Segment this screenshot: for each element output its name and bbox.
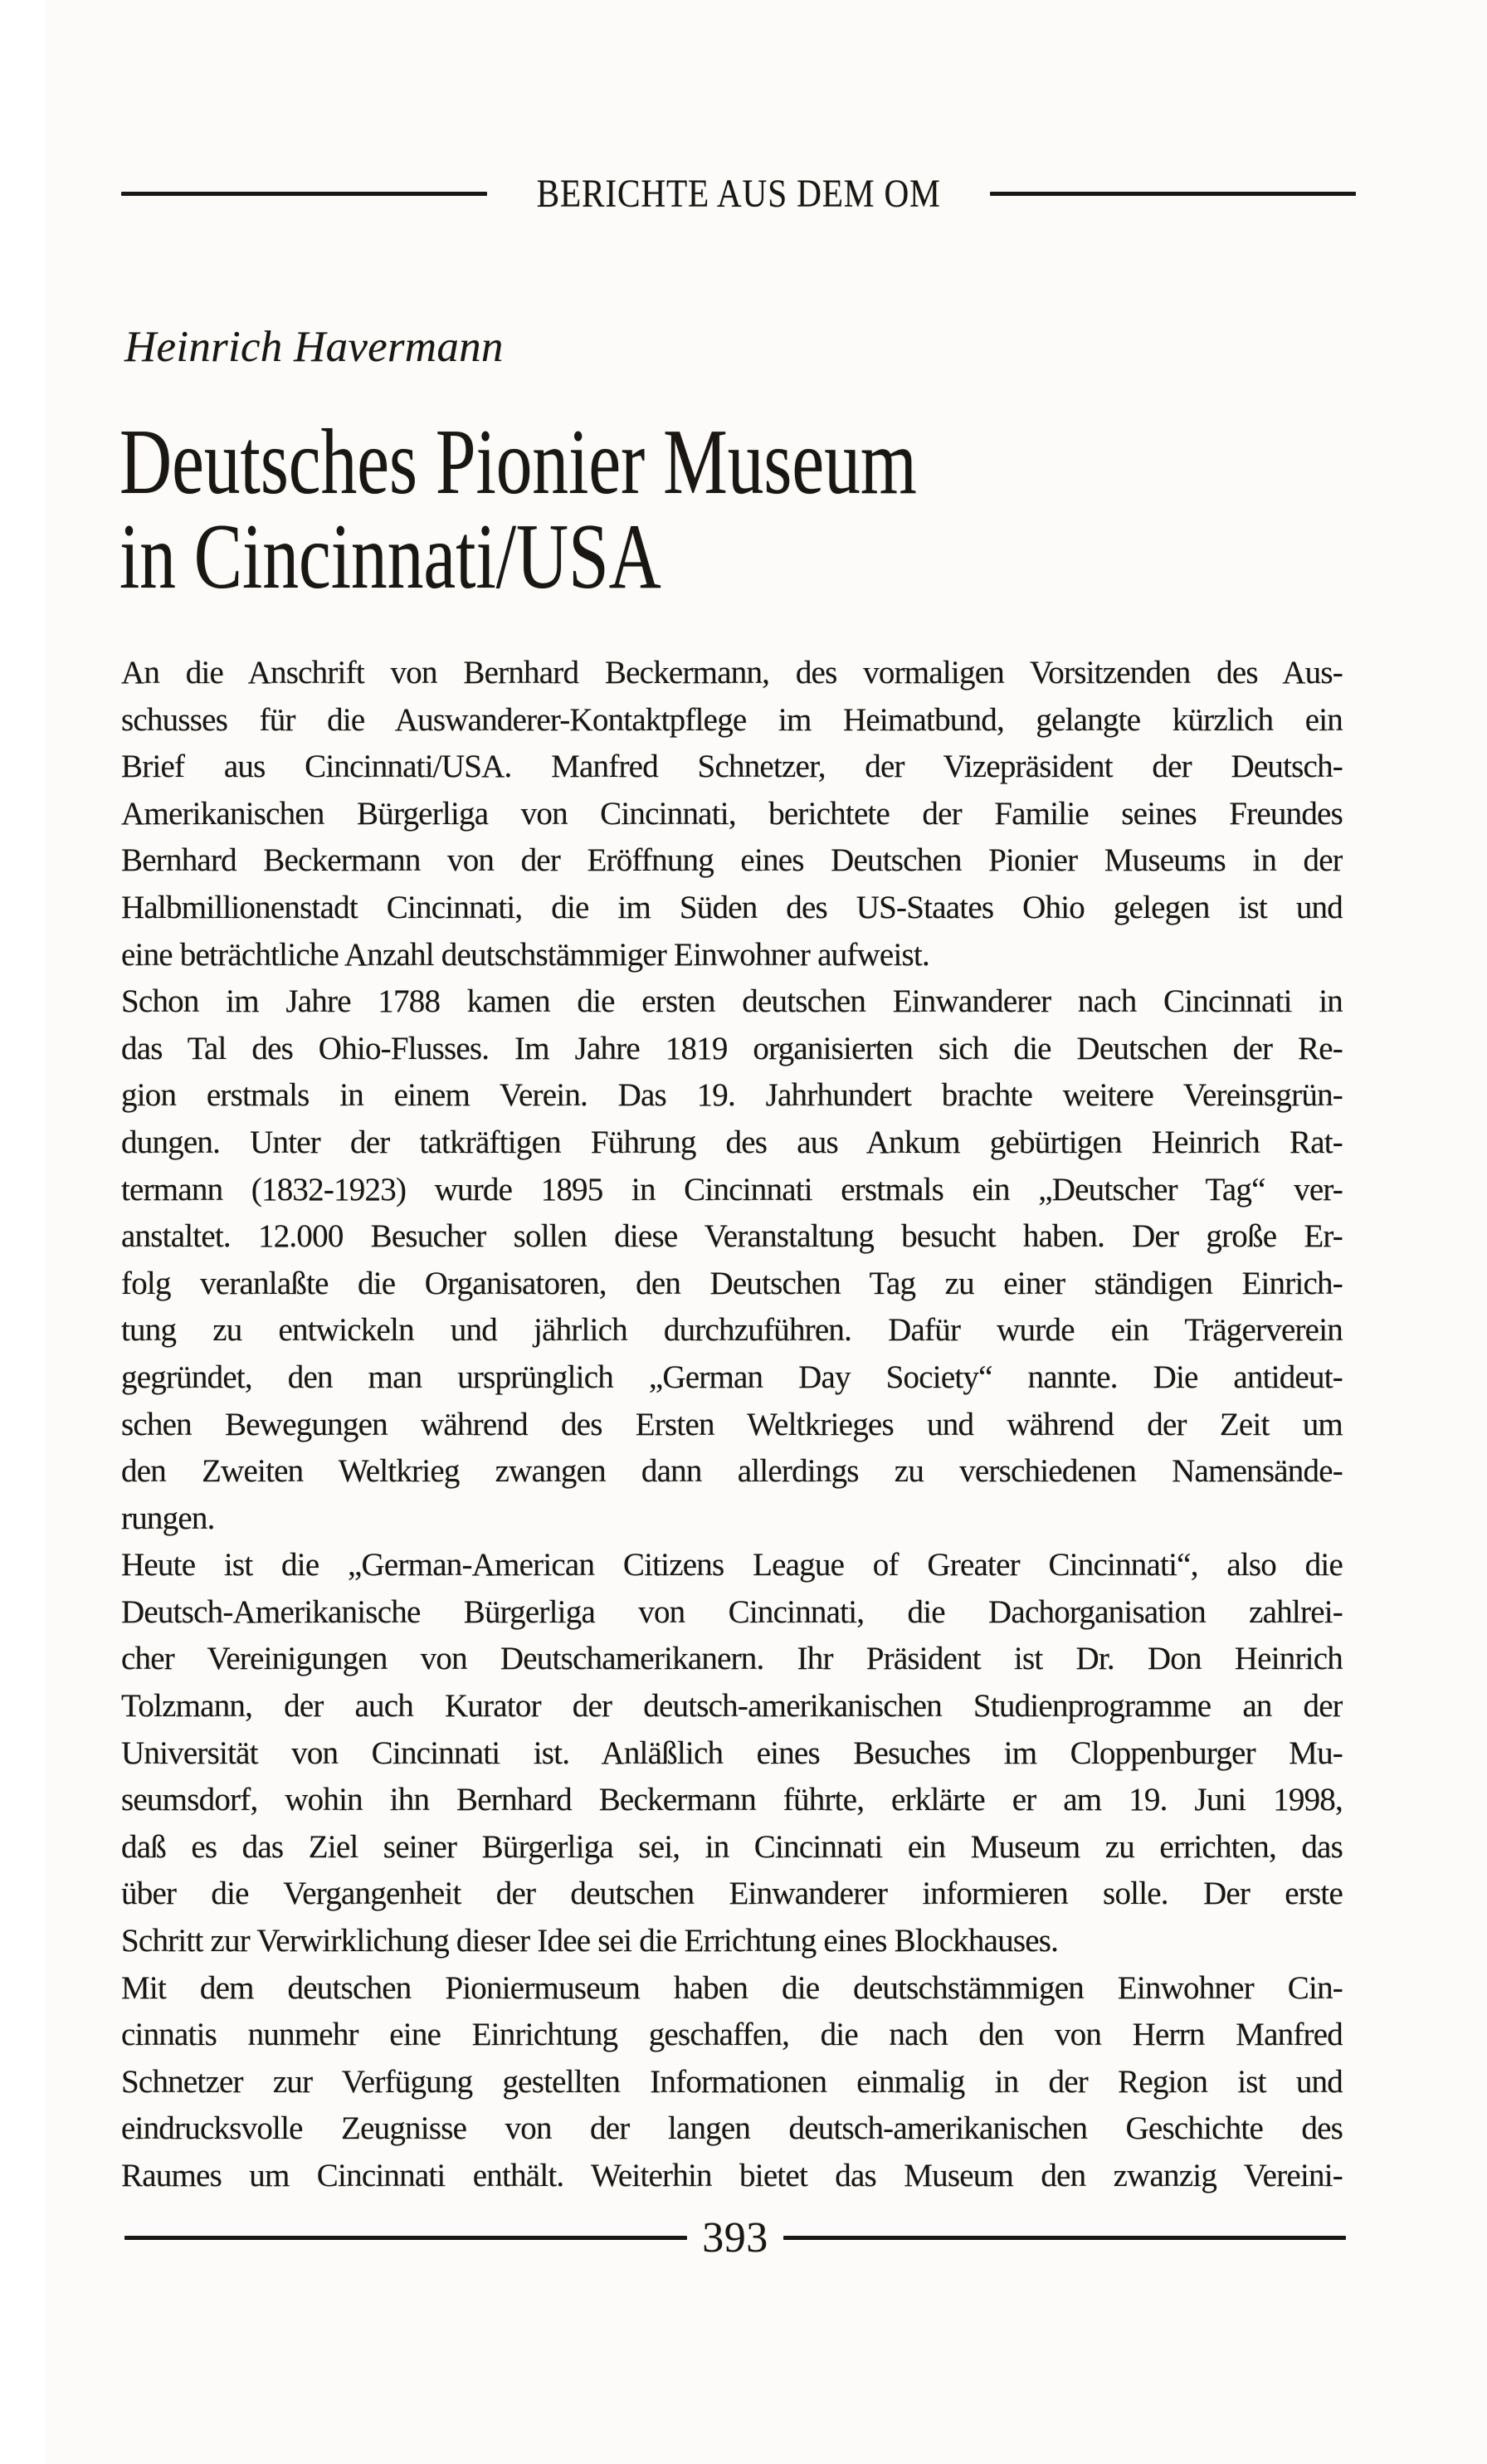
body-line: seumsdorf, wohin ihn Bernhard Beckermann führte, erklärte er am 19. Juni 1998, — [121, 1782, 1343, 1818]
body-line: anstaltet. 12.000 Besucher sollen diese Veranstaltung besucht haben. Der große Er- — [121, 1218, 1343, 1255]
article-body — [121, 650, 1343, 2200]
body-line: Bernhard Beckermann von der Eröffnung eines Deutschen Pionier Museums in der — [121, 842, 1343, 879]
body-line: das Tal des Ohio-Flusses. Im Jahre 1819 organisierten sich die Deutschen der Re- — [121, 1030, 1343, 1066]
body-line: Universität von Cincinnati ist. Anläßlich eines Besuches im Cloppenburger Mu- — [121, 1735, 1343, 1771]
article-title-line-1: Deutsches Pionier Museum — [119, 411, 917, 514]
author-name: Heinrich Havermann — [124, 323, 504, 371]
running-head-label: BERICHTE AUS DEM OM — [536, 171, 941, 216]
body-line: eindrucksvolle Zeugnisse von der langen deutsch-amerikanischen Geschichte des — [121, 2110, 1343, 2147]
body-line: rungen. — [121, 1500, 215, 1536]
body-line: An die Anschrift von Bernhard Beckermann, des vormaligen Vorsitzenden des Aus- — [121, 655, 1343, 690]
body-line: gegründet, den man ursprünglich „German Day Society“ nannte. Die antideut- — [121, 1359, 1343, 1395]
article-title-line-2: in Cincinnati/USA — [119, 505, 661, 608]
body-line: Schritt zur Verwirklichung dieser Idee sei die Errichtung eines Blockhauses. — [121, 1923, 1059, 1959]
page-number: 393 — [702, 2213, 768, 2262]
footer-rule-left — [124, 2236, 687, 2240]
body-line: gion erstmals in einem Verein. Das 19. Jahrhundert brachte weitere Vereinsgrün- — [121, 1077, 1343, 1114]
body-line: Schnetzer zur Verfügung gestellten Informationen einmalig in der Region ist und — [121, 2063, 1343, 2100]
body-line: daß es das Ziel seiner Bürgerliga sei, in Cincinnati ein Museum zu errichten, das — [121, 1828, 1343, 1865]
body-line: Tolzmann, der auch Kurator der deutsch-amerikanischen Studienprogramme an der — [121, 1688, 1343, 1725]
body-line: cinnatis nunmehr eine Einrichtung geschaffen, die nach den von Herrn Manfred — [121, 2017, 1343, 2053]
body-line: schen Bewegungen während des Ersten Weltkrieges und während der Zeit um — [121, 1406, 1343, 1442]
body-line: den Zweiten Weltkrieg zwangen dann allerdings zu verschiedenen Namensände- — [121, 1453, 1343, 1490]
body-line: Deutsch-Amerikanische Bürgerliga von Cincinnati, die Dachorganisation zahlrei- — [121, 1593, 1343, 1630]
body-line: eine beträchtliche Anzahl deutschstämmiger Einwohner aufweist. — [121, 936, 929, 973]
body-line: Heute ist die „German-American Citizens League of Greater Cincinnati“, also die — [121, 1547, 1343, 1583]
running-head — [121, 171, 1356, 216]
page-footer — [124, 2211, 1346, 2264]
body-line: Mit dem deutschen Pioniermuseum haben die deutschstämmigen Einwohner Cin- — [121, 1969, 1343, 2006]
body-line: dungen. Unter der tatkräftigen Führung des aus Ankum gebürtigen Heinrich Rat- — [121, 1124, 1343, 1160]
body-line: schusses für die Auswanderer-Kontaktpflege im Heimatbund, gelangte kürzlich ein — [121, 701, 1343, 738]
article-title — [119, 411, 917, 608]
body-line: Amerikanischen Bürgerliga von Cincinnati, berichtete der Familie seines Freundes — [121, 795, 1343, 832]
body-line: Schon im Jahre 1788 kamen die ersten deutschen Einwanderer nach Cincinnati in — [121, 983, 1343, 1020]
body-line: über die Vergangenheit der deutschen Einwanderer informieren solle. Der erste — [121, 1876, 1343, 1912]
body-line: Halbmillionenstadt Cincinnati, die im Süden des US-Staates Ohio gelegen ist und — [121, 889, 1343, 925]
body-line: cher Vereinigungen von Deutschamerikanern. Ihr Präsident ist Dr. Don Heinrich — [121, 1641, 1343, 1677]
header-rule-left — [121, 192, 487, 196]
body-line: folg veranlaßte die Organisatoren, den Deutschen Tag zu einer ständigen Einrich- — [121, 1265, 1343, 1301]
body-line: Brief aus Cincinnati/USA. Manfred Schnetzer, der Vizepräsident der Deutsch- — [121, 749, 1343, 785]
body-line: Raumes um Cincinnati enthält. Weiterhin bietet das Museum den zwanzig Vereini- — [121, 2158, 1343, 2193]
body-line: termann (1832-1923) wurde 1895 in Cincinnati erstmals ein „Deutscher Tag“ ver- — [121, 1171, 1343, 1208]
body-line: tung zu entwickeln und jährlich durchzuführen. Dafür wurde ein Trägerverein — [121, 1312, 1343, 1349]
footer-rule-right — [783, 2236, 1346, 2240]
header-rule-right — [990, 192, 1356, 196]
